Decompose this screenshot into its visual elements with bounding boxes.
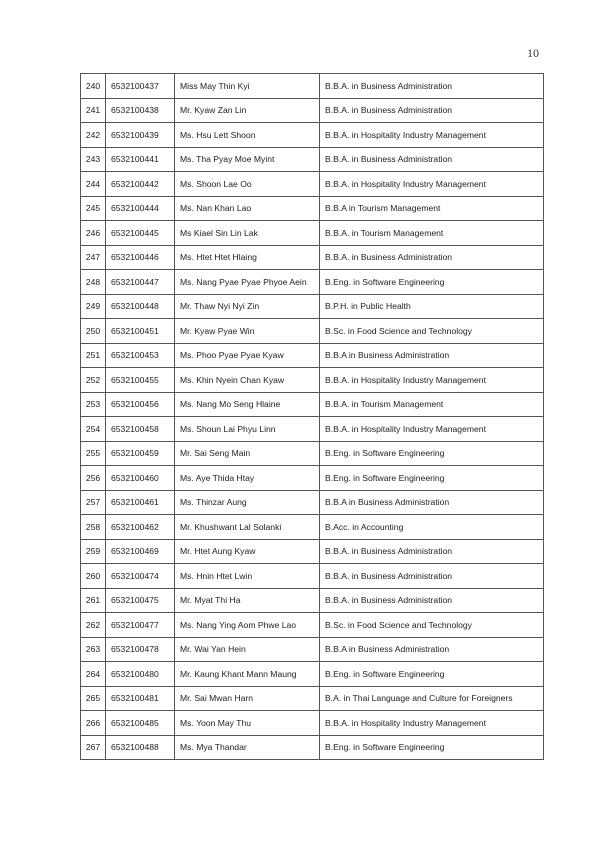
row-number-cell: 240 — [81, 74, 106, 99]
student-table-body — [81, 74, 544, 760]
program-cell: B.B.A. in Hospitality Industry Management — [320, 172, 544, 197]
student-id-cell: 6532100481 — [106, 686, 175, 711]
row-number-cell: 241 — [81, 98, 106, 123]
student-name-cell: Ms. Phoo Pyae Pyae Kyaw — [175, 343, 320, 368]
table-row — [81, 74, 544, 99]
student-id-cell: 6532100480 — [106, 662, 175, 687]
student-id-cell: 6532100478 — [106, 637, 175, 662]
program-cell: B.B.A. in Hospitality Industry Management — [320, 368, 544, 393]
student-id-cell: 6532100442 — [106, 172, 175, 197]
student-name-cell: Ms. Yoon May Thu — [175, 711, 320, 736]
program-cell: B.B.A in Tourism Management — [320, 196, 544, 221]
student-name-cell: Mr. Kyaw Zan Lin — [175, 98, 320, 123]
program-cell: B.B.A. in Hospitality Industry Management — [320, 123, 544, 148]
table-row — [81, 245, 544, 270]
student-id-cell: 6532100453 — [106, 343, 175, 368]
student-name-cell: Mr. Wai Yan Hein — [175, 637, 320, 662]
student-name-cell: Ms Kiael Sin Lin Lak — [175, 221, 320, 246]
row-number-cell: 248 — [81, 270, 106, 295]
table-row — [81, 392, 544, 417]
program-cell: B.B.A in Business Administration — [320, 637, 544, 662]
program-cell: B.P.H. in Public Health — [320, 294, 544, 319]
program-cell: B.B.A. in Business Administration — [320, 539, 544, 564]
row-number-cell: 257 — [81, 490, 106, 515]
student-name-cell: Ms. Nang Pyae Pyae Phyoe Aein — [175, 270, 320, 295]
table-row — [81, 515, 544, 540]
table-row — [81, 711, 544, 736]
program-cell: B.B.A. in Business Administration — [320, 147, 544, 172]
student-id-cell: 6532100475 — [106, 588, 175, 613]
student-name-cell: Ms. Nan Khan Lao — [175, 196, 320, 221]
student-id-cell: 6532100460 — [106, 466, 175, 491]
table-row — [81, 417, 544, 442]
program-cell: B.B.A. in Business Administration — [320, 588, 544, 613]
program-cell: B.B.A in Business Administration — [320, 490, 544, 515]
program-cell: B.A. in Thai Language and Culture for Foreigners — [320, 686, 544, 711]
student-id-cell: 6532100437 — [106, 74, 175, 99]
program-cell: B.B.A in Business Administration — [320, 343, 544, 368]
student-id-cell: 6532100485 — [106, 711, 175, 736]
program-cell: B.Acc. in Accounting — [320, 515, 544, 540]
table-row — [81, 490, 544, 515]
student-id-cell: 6532100477 — [106, 613, 175, 638]
program-cell: B.B.A. in Business Administration — [320, 245, 544, 270]
student-name-cell: Ms. Shoun Lai Phyu Linn — [175, 417, 320, 442]
table-row — [81, 662, 544, 687]
table-row — [81, 441, 544, 466]
row-number-cell: 245 — [81, 196, 106, 221]
table-row — [81, 196, 544, 221]
row-number-cell: 251 — [81, 343, 106, 368]
table-row — [81, 294, 544, 319]
student-name-cell: Ms. Tha Pyay Moe Myint — [175, 147, 320, 172]
program-cell: B.Sc. in Food Science and Technology — [320, 319, 544, 344]
row-number-cell: 242 — [81, 123, 106, 148]
student-name-cell: Miss May Thin Kyi — [175, 74, 320, 99]
row-number-cell: 250 — [81, 319, 106, 344]
row-number-cell: 260 — [81, 564, 106, 589]
row-number-cell: 263 — [81, 637, 106, 662]
student-name-cell: Mr. Sai Seng Main — [175, 441, 320, 466]
table-row — [81, 147, 544, 172]
student-name-cell: Ms. Aye Thida Htay — [175, 466, 320, 491]
program-cell: B.Sc. in Food Science and Technology — [320, 613, 544, 638]
row-number-cell: 252 — [81, 368, 106, 393]
program-cell: B.Eng. in Software Engineering — [320, 735, 544, 760]
student-id-cell: 6532100444 — [106, 196, 175, 221]
student-name-cell: Ms. Hsu Lett Shoon — [175, 123, 320, 148]
row-number-cell: 264 — [81, 662, 106, 687]
student-id-cell: 6532100441 — [106, 147, 175, 172]
student-name-cell: Mr. Kaung Khant Mann Maung — [175, 662, 320, 687]
row-number-cell: 246 — [81, 221, 106, 246]
student-name-cell: Ms. Mya Thandar — [175, 735, 320, 760]
program-cell: B.Eng. in Software Engineering — [320, 441, 544, 466]
row-number-cell: 247 — [81, 245, 106, 270]
program-cell: B.Eng. in Software Engineering — [320, 466, 544, 491]
table-row — [81, 466, 544, 491]
row-number-cell: 243 — [81, 147, 106, 172]
student-table — [80, 73, 544, 760]
student-name-cell: Ms. Nang Ying Aom Phwe Lao — [175, 613, 320, 638]
student-id-cell: 6532100445 — [106, 221, 175, 246]
student-id-cell: 6532100455 — [106, 368, 175, 393]
student-name-cell: Ms. Hnin Htet Lwin — [175, 564, 320, 589]
student-id-cell: 6532100461 — [106, 490, 175, 515]
table-row — [81, 686, 544, 711]
student-id-cell: 6532100456 — [106, 392, 175, 417]
student-id-cell: 6532100439 — [106, 123, 175, 148]
row-number-cell: 244 — [81, 172, 106, 197]
table-row — [81, 172, 544, 197]
table-row — [81, 539, 544, 564]
student-name-cell: Ms. Thinzar Aung — [175, 490, 320, 515]
program-cell: B.B.A. in Hospitality Industry Management — [320, 417, 544, 442]
student-id-cell: 6532100474 — [106, 564, 175, 589]
table-row — [81, 637, 544, 662]
row-number-cell: 262 — [81, 613, 106, 638]
table-row — [81, 588, 544, 613]
table-row — [81, 123, 544, 148]
table-row — [81, 319, 544, 344]
table-row — [81, 564, 544, 589]
table-row — [81, 735, 544, 760]
student-id-cell: 6532100447 — [106, 270, 175, 295]
student-id-cell: 6532100469 — [106, 539, 175, 564]
table-row — [81, 221, 544, 246]
student-name-cell: Mr. Khushwant Lal Solanki — [175, 515, 320, 540]
student-id-cell: 6532100462 — [106, 515, 175, 540]
student-id-cell: 6532100459 — [106, 441, 175, 466]
program-cell: B.B.A. in Business Administration — [320, 98, 544, 123]
student-name-cell: Mr. Kyaw Pyae Win — [175, 319, 320, 344]
program-cell: B.B.A. in Business Administration — [320, 564, 544, 589]
program-cell: B.Eng. in Software Engineering — [320, 662, 544, 687]
student-id-cell: 6532100458 — [106, 417, 175, 442]
row-number-cell: 259 — [81, 539, 106, 564]
student-name-cell: Mr. Thaw Nyi Nyi Zin — [175, 294, 320, 319]
student-name-cell: Ms. Htet Htet Hlaing — [175, 245, 320, 270]
row-number-cell: 255 — [81, 441, 106, 466]
program-cell: B.B.A. in Tourism Management — [320, 392, 544, 417]
student-name-cell: Mr. Htet Aung Kyaw — [175, 539, 320, 564]
row-number-cell: 254 — [81, 417, 106, 442]
table-row — [81, 98, 544, 123]
row-number-cell: 265 — [81, 686, 106, 711]
row-number-cell: 261 — [81, 588, 106, 613]
student-id-cell: 6532100448 — [106, 294, 175, 319]
student-name-cell: Mr. Sai Mwan Harn — [175, 686, 320, 711]
row-number-cell: 253 — [81, 392, 106, 417]
student-id-cell: 6532100488 — [106, 735, 175, 760]
student-name-cell: Ms. Khin Nyein Chan Kyaw — [175, 368, 320, 393]
student-id-cell: 6532100438 — [106, 98, 175, 123]
student-name-cell: Ms. Nang Mo Seng Hlaine — [175, 392, 320, 417]
row-number-cell: 249 — [81, 294, 106, 319]
program-cell: B.B.A. in Tourism Management — [320, 221, 544, 246]
table-row — [81, 343, 544, 368]
student-id-cell: 6532100446 — [106, 245, 175, 270]
row-number-cell: 256 — [81, 466, 106, 491]
page-number: 10 — [527, 46, 539, 60]
row-number-cell: 266 — [81, 711, 106, 736]
student-id-cell: 6532100451 — [106, 319, 175, 344]
program-cell: B.Eng. in Software Engineering — [320, 270, 544, 295]
row-number-cell: 267 — [81, 735, 106, 760]
table-row — [81, 613, 544, 638]
program-cell: B.B.A. in Business Administration — [320, 74, 544, 99]
student-name-cell: Ms. Shoon Lae Oo — [175, 172, 320, 197]
program-cell: B.B.A. in Hospitality Industry Management — [320, 711, 544, 736]
student-name-cell: Mr. Myat Thi Ha — [175, 588, 320, 613]
table-row — [81, 368, 544, 393]
row-number-cell: 258 — [81, 515, 106, 540]
table-row — [81, 270, 544, 295]
